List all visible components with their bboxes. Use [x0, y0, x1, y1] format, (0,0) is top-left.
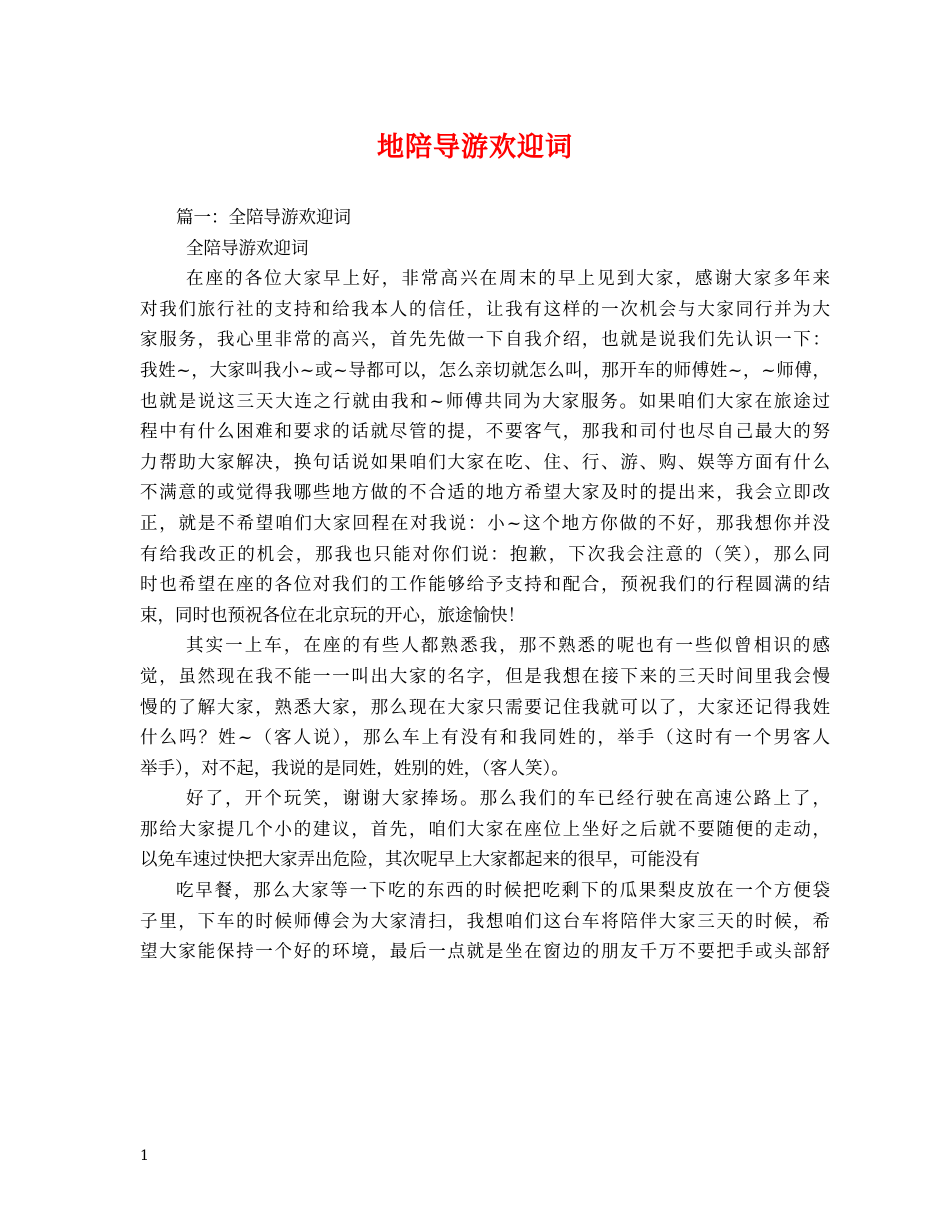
paragraph-4-line-1: 吃早餐，那么大家等一下吃的东西的时候把吃剩下的瓜果梨皮放在一个方便袋 [176, 881, 830, 902]
paragraph-2-line-3: 慢的了解大家，熟悉大家，那么现在大家只需要记住我就可以了，大家还记得我姓 [140, 697, 830, 718]
paragraph-2-line-5: 举手），对不起，我说的是同姓，姓别的姓，（客人笑）。 [140, 758, 569, 779]
paragraph-2-line-4: 什么吗？姓~（客人说），那么车上有没有和我同姓的，举手（这时有一个男客人 [140, 728, 830, 749]
paragraph-1-line-2: 对我们旅行社的支持和给我本人的信任，让我有这样的一次机会与大家同行并为大 [140, 299, 830, 320]
section-heading: 篇一：全陪导游欢迎词 [176, 208, 351, 228]
paragraph-3-line-2: 那给大家提几个小的建议，首先，咱们大家在座位上坐好之后就不要随便的走动， [140, 819, 830, 840]
paragraph-1-line-6: 程中有什么困难和要求的话就尽管的提，不要客气，那我和司付也尽自己最大的努 [140, 422, 830, 443]
paragraph-1-line-8: 不满意的或觉得我哪些地方做的不合适的地方希望大家及时的提出来，我会立即改 [140, 483, 830, 504]
paragraph-1-line-9: 正，就是不希望咱们大家回程在对我说：小~这个地方你做的不好，那我想你并没 [140, 513, 830, 534]
paragraph-3-line-3: 以免车速过快把大家弄出危险，其次呢早上大家都起来的很早，可能没有 [140, 850, 700, 871]
paragraph-1-line-7: 力帮助大家解决，换句话说如果咱们大家在吃、住、行、游、购、娱等方面有什么 [140, 452, 830, 473]
document-body [140, 203, 830, 968]
page-number: 1 [140, 1148, 149, 1164]
paragraph-1-line-3: 家服务，我心里非常的高兴，首先先做一下自我介绍，也就是说我们先认识一下： [140, 330, 830, 351]
document-title: 地陪导游欢迎词 [377, 132, 573, 163]
paragraph-1-line-1: 在座的各位大家早上好，非常高兴在周末的早上见到大家，感谢大家多年来 [186, 269, 830, 290]
paragraph-4-line-2: 子里，下车的时候师傅会为大家清扫，我想咱们这台车将陪伴大家三天的时候，希 [140, 911, 830, 932]
paragraph-3-line-1: 好了，开个玩笑，谢谢大家捧场。那么我们的车已经行驶在高速公路上了， [186, 789, 830, 810]
paragraph-4-line-3: 望大家能保持一个好的环境，最后一点就是坐在窗边的朋友千万不要把手或头部舒 [140, 942, 830, 963]
paragraph-2-line-2: 觉，虽然现在我不能一一叫出大家的名字，但是我想在接下来的三天时间里我会慢 [140, 666, 830, 687]
paragraph-1-line-11: 时也希望在座的各位对我们的工作能够给予支持和配合，预祝我们的行程圆满的结 [140, 575, 830, 596]
paragraph-1-line-4: 我姓~，大家叫我小~或~导都可以，怎么亲切就怎么叫，那开车的师傅姓~，~师傅， [140, 360, 830, 381]
paragraph-1-line-10: 有给我改正的机会，那我也只能对你们说：抱歉，下次我会注意的（笑），那么同 [140, 544, 830, 565]
section-subheading: 全陪导游欢迎词 [186, 238, 309, 259]
paragraph-1-line-12: 束，同时也预祝各位在北京玩的开心，旅途愉快！ [140, 605, 525, 626]
paragraph-2-line-1: 其实一上车，在座的有些人都熟悉我，那不熟悉的呢也有一些似曾相识的感 [186, 636, 830, 657]
paragraph-1-line-5: 也就是说这三天大连之行就由我和~师傅共同为大家服务。如果咱们大家在旅途过 [140, 391, 830, 412]
